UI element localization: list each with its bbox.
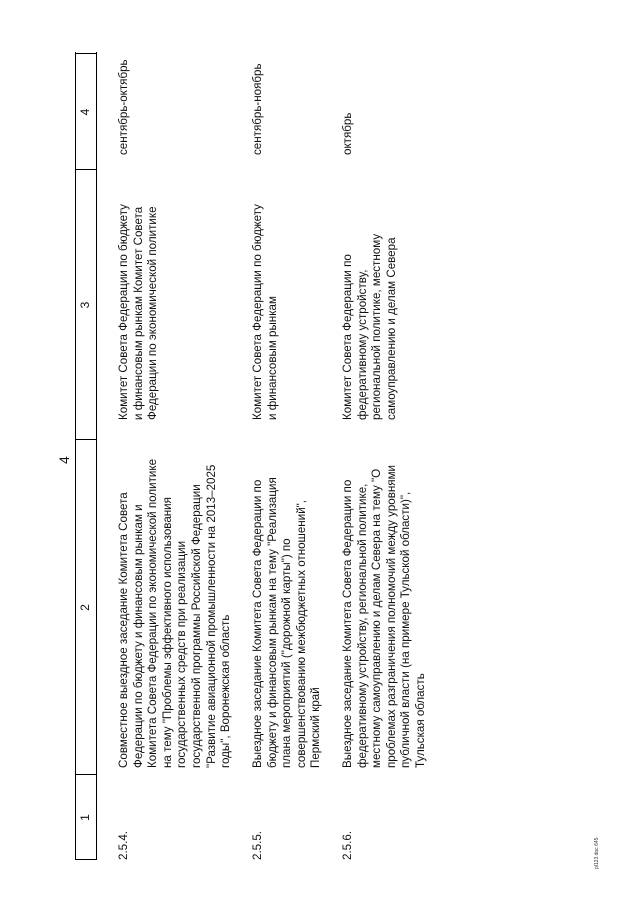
document-code: pl123.doc 645 xyxy=(594,837,600,869)
term: октябрь xyxy=(341,112,354,155)
plan-table xyxy=(75,52,540,860)
column-header-1: 1 xyxy=(78,814,92,821)
column-header-2: 2 xyxy=(78,604,92,611)
column-header-row xyxy=(75,52,97,860)
responsible-committee: Комитет Совета Федерации по бюджету и финансовым рынкам xyxy=(251,204,279,420)
page-number: 4 xyxy=(56,456,72,464)
responsible-committee: Комитет Совета Федерации по федеративному устройству, региональной политике, местному самоуправлению и делам Севера xyxy=(341,233,398,420)
term: сентябрь-ноябрь xyxy=(251,63,264,155)
term: сентябрь-октябрь xyxy=(117,59,130,155)
row-number: 2.5.4. xyxy=(117,830,130,860)
column-header-3: 3 xyxy=(78,301,92,309)
event-description: Совместное выездное заседание Комитета Совета Федерации по бюджету и финансовым рынкам и Комитета Совета Федерации по экономической политике на тему "Проблемы эффективного использования государственных средств при реализации государственной программы Российской Федерации "Развитие авиационной промышленности на 2013–2025 годы", Воронежская область xyxy=(117,458,233,768)
event-description: Выездное заседание Комитета Совета Федерации по бюджету и финансовым рынкам на тему "Реализация плана мероприятий ("дорожной карты") по совершенствованию межбюджетных отношений", Пермский край xyxy=(251,477,323,768)
row-number: 2.5.6. xyxy=(341,830,354,860)
event-description: Выездное заседание Комитета Совета Федерации по федеративному устройству, региональной политике, местному самоуправлению и делам Севера на тему "О проблемах разграничения полномочий между уровнями публичной власти (на примере Тульской области)", Тульская область xyxy=(341,464,427,768)
row-number: 2.5.5. xyxy=(251,830,264,860)
column-header-4: 4 xyxy=(78,108,92,116)
responsible-committee: Комитет Совета Федерации по бюджету и финансовым рынкам Комитет Совета Федерации по экономической политике xyxy=(117,204,160,420)
